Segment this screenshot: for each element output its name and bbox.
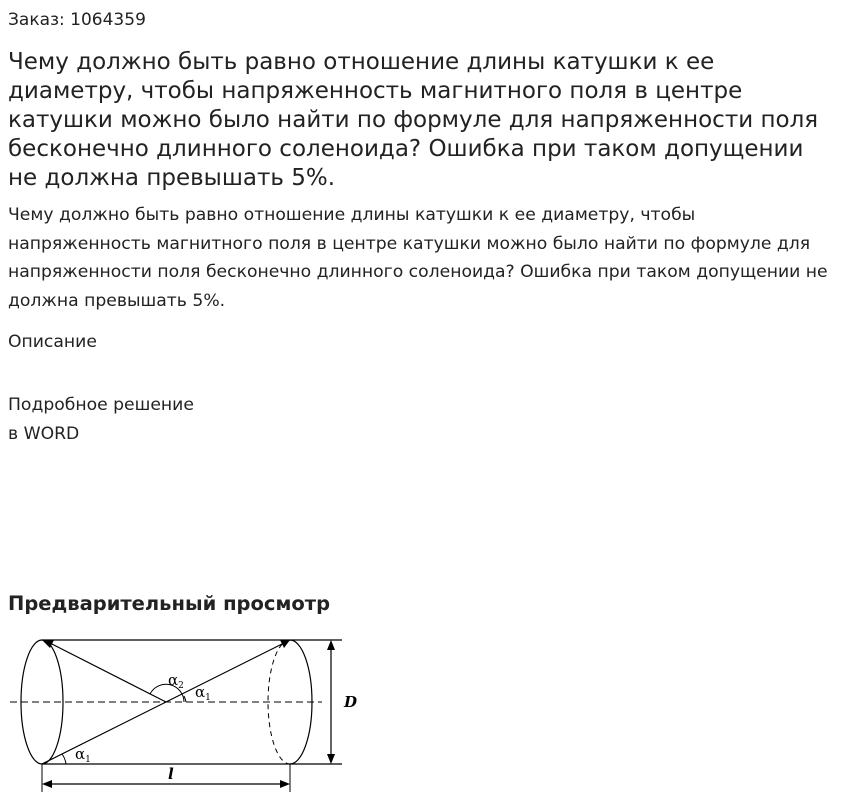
problem-text: Чему должно быть равно отношение длины катушки к ее диаметру, чтобы напряженность магнитного поля в центре катушки можно было найти по формуле для напряженности поля бесконечно длинного соленоида? Ошибка при таком допущении не должна превышать 5%. — [8, 205, 828, 311]
label-alpha2: $\alpha_2$ — [168, 671, 184, 691]
preview-heading: Предварительный просмотр — [8, 592, 331, 615]
dimension-D-arrow-bottom — [327, 754, 335, 764]
dimension-D-arrow-top — [327, 640, 335, 650]
solution-line-2: в WORD — [8, 424, 80, 444]
diagonal-short — [46, 641, 166, 702]
angle-arc-alpha1-bottom — [62, 754, 66, 764]
label-l: l — [168, 765, 174, 783]
label-alpha1-center: $\alpha_1$ — [195, 683, 211, 703]
dimension-l-arrow-right — [280, 780, 290, 788]
solution-line-1: Подробное решение — [8, 395, 194, 415]
description-label: Описание — [8, 332, 97, 352]
label-alpha1-bottom: $\alpha_1$ — [75, 745, 91, 765]
solenoid-diagram — [0, 628, 370, 810]
dimension-l-arrow-left — [42, 780, 52, 788]
solution-info — [8, 391, 194, 449]
label-D: D — [344, 693, 358, 711]
page-title: Чему должно быть равно отношение длины катушки к ее диаметру, чтобы напряженность магнитного поля в центре катушки можно было найти по формуле для напряженности поля бесконечно длинного соленоида? Ошибка при таком допущении не должна превышать 5%. — [8, 49, 819, 191]
order-number: Заказ: 1064359 — [8, 10, 146, 30]
